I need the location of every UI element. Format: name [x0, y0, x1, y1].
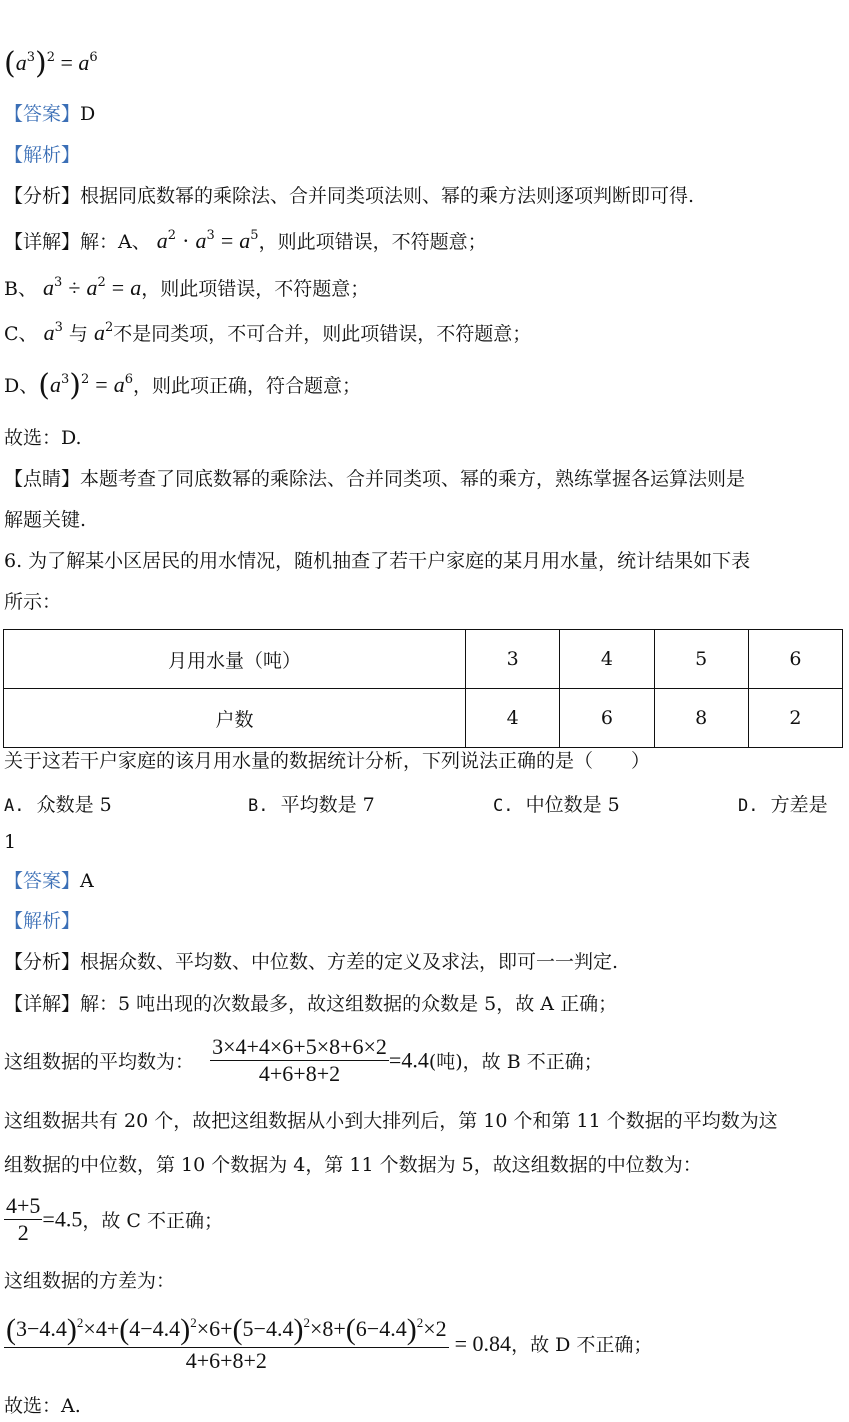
q5-detail-b: B、 $a^3 \div a^2 = a$，则此项错误，不符题意；: [4, 275, 370, 300]
table-cell: 户数: [4, 689, 466, 748]
table-cell: 2: [748, 689, 842, 748]
q5-answer: 【答案】D: [4, 103, 96, 125]
table-cell: 月用水量（吨）: [4, 630, 466, 689]
table-cell: 4: [560, 630, 654, 689]
q6-mean: 这组数据的平均数为： $\frac{3\times 4+4\times 6+5\times 8+6\times 2}{4+6+8+2}$ =4.4(吨)，故 B 不正确；: [4, 1034, 603, 1086]
q5-detail-d: D、$(a^3)^2 = a^6$，则此项正确，符合题意；: [4, 368, 362, 403]
table-cell: 4: [466, 689, 560, 748]
q5-dianjing-cont: 解题关键.: [4, 509, 87, 531]
q6-jiexi-heading: 【解析】: [4, 910, 81, 932]
top-formula: $(a^3)^2 = a^6$: [4, 46, 98, 81]
q5-detail-c: C、 $a^3$ 与 $a^2$不是同类项，不可合并，则此项错误，不符题意；: [4, 320, 532, 345]
table-row: [4, 689, 843, 748]
q5-analysis: 【分析】根据同底数幂的乘除法、合并同类项法则、幂的乘方法则逐项判断即可得.: [4, 185, 695, 207]
table-cell: 5: [654, 630, 748, 689]
q5-choose: 故选：D.: [4, 427, 82, 449]
option-a: A. 众数是 5: [4, 794, 112, 816]
table-cell: 3: [466, 630, 560, 689]
q6-analysis: 【分析】根据众数、平均数、中位数、方差的定义及求法，即可一一判定.: [4, 951, 619, 973]
median-fraction: $\frac{4+5}{2}$: [6, 1193, 41, 1245]
q6-stem-cont: 所示：: [4, 591, 62, 613]
q6-variance: $\frac{(3-4.4)^2\times 4+(4-4.4)^2\times 6+(5-4.4)^2\times 8+(6-4.4)^2\times 2}{4+6+8+2}$ = 0.84，故 D 不正确；: [6, 1313, 653, 1373]
table-cell: 8: [654, 689, 748, 748]
q6-median: $\frac{4+5}{2}$ =4.5，故 C 不正确；: [6, 1193, 223, 1245]
q5-dianjing: 【点睛】本题考查了同底数幂的乘除法、合并同类项、幂的乘方，熟练掌握各运算法则是: [4, 468, 746, 490]
q6-median-text: 这组数据共有 20 个，故把这组数据从小到大排列后，第 10 个和第 11 个数据的平均数为这: [4, 1110, 778, 1132]
variance-fraction: $\frac{(3-4.4)^2\times 4+(4-4.4)^2\times 6+(5-4.4)^2\times 8+(6-4.4)^2\times 2}{4+6+8+2}$: [6, 1313, 447, 1373]
option-b: B. 平均数是 7: [248, 794, 375, 816]
q5-jiexi-heading: 【解析】: [4, 144, 81, 166]
q6-question: 关于这若干户家庭的该月用水量的数据统计分析，下列说法正确的是（ ）: [4, 750, 651, 772]
q6-choose: 故选：A.: [4, 1395, 81, 1417]
table-cell: 6: [560, 689, 654, 748]
mean-fraction: $\frac{3\times 4+4\times 6+5\times 8+6\times 2}{4+6+8+2}$: [212, 1034, 387, 1086]
table-row: [4, 630, 843, 689]
q6-variance-label: 这组数据的方差为：: [4, 1270, 176, 1292]
q6-median-text-cont: 组数据的中位数，第 10 个数据为 4，第 11 个数据为 5，故这组数据的中位数为：: [4, 1154, 702, 1176]
q6-stem: 6. 为了解某小区居民的用水情况，随机抽查了若干户家庭的某月用水量，统计结果如下表: [4, 550, 751, 572]
q6-answer: 【答案】A: [4, 870, 94, 892]
option-d-wrap: 1: [4, 831, 17, 853]
q6-detail: 【详解】解：5 吨出现的次数最多，故这组数据的众数是 5，故 A 正确；: [4, 993, 618, 1015]
data-table: [3, 629, 843, 748]
table-cell: 6: [748, 630, 842, 689]
option-d: D. 方差是: [738, 794, 828, 816]
q5-detail-a: 【详解】解：A、 $a^2 \cdot a^3 = a^5$，则此项错误，不符题意；: [4, 228, 487, 253]
option-c: C. 中位数是 5: [493, 794, 620, 816]
